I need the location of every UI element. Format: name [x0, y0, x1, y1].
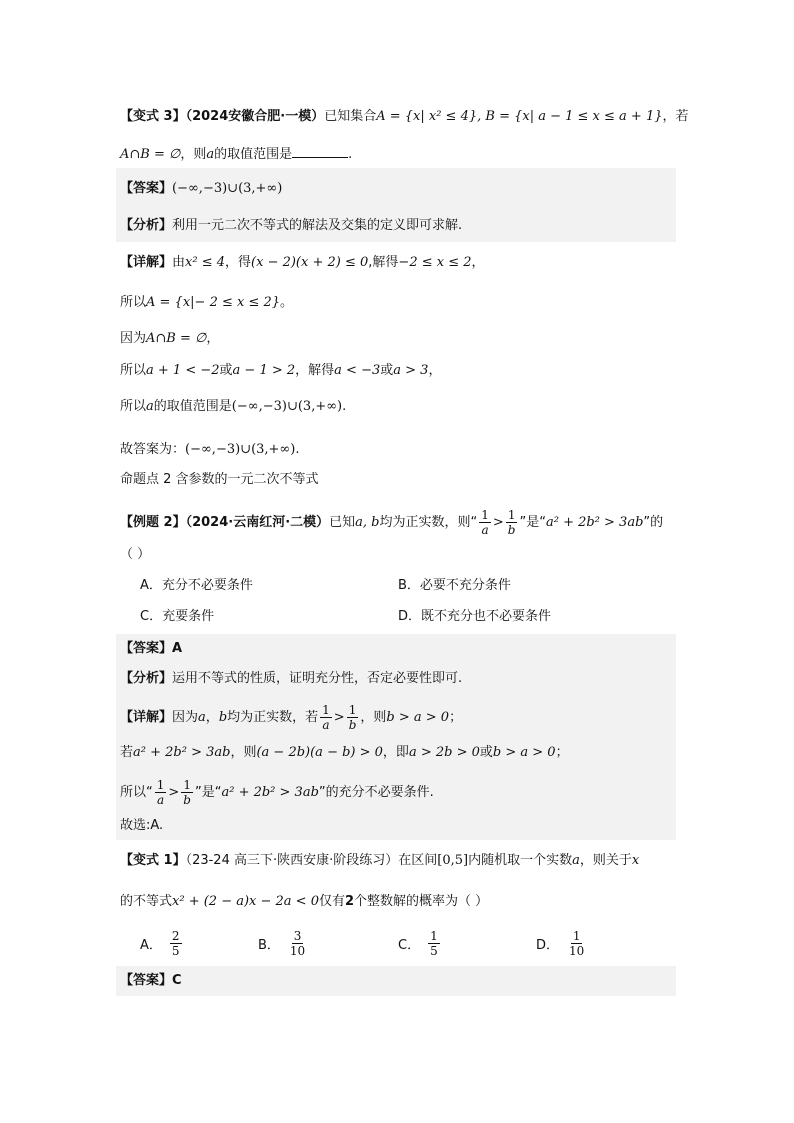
variant3-final [120, 439, 299, 461]
example2-text: 均为正实数，则“ [379, 515, 478, 530]
variant1-text: 在区间 [398, 853, 438, 868]
denominator: a [322, 718, 330, 732]
option-fraction [567, 929, 586, 958]
answer-blank[interactable] [292, 144, 348, 158]
detail-text: 因为 [172, 710, 199, 725]
option-label: D． [536, 938, 560, 953]
detail-text: 因为 [120, 331, 147, 346]
option-label: A． [140, 938, 162, 953]
example2-paren: （ ） [120, 547, 151, 562]
detail-text: 由 [172, 255, 186, 270]
example2-answer [120, 638, 182, 660]
option-b[interactable]: B．必要不充分条件 [398, 578, 511, 593]
math-var: x [631, 853, 640, 868]
math-var: a [572, 853, 580, 868]
option-label: B． [258, 938, 280, 953]
option-a[interactable] [140, 929, 184, 958]
variant3-text: 已知集合 [324, 109, 377, 124]
example2-source: （2024·云南红河·二模） [185, 515, 330, 530]
variant1-text: 个整数解的概率为（ ） [354, 894, 489, 909]
math: (a − 2b)(a − b) > 0 [256, 745, 383, 760]
math: (−∞,−3)∪(3,+∞) [231, 399, 343, 414]
detail-text: ，即 [382, 745, 409, 760]
detail-text: 或 [479, 745, 493, 760]
variant1-source: （23-24 高三下·陕西安康·阶段练习） [185, 853, 399, 868]
math: x² ≤ 4 [185, 255, 226, 270]
operator: > [492, 515, 504, 530]
detail-text: ，则 [230, 745, 257, 760]
answer-tag: 【答案】 [120, 641, 173, 656]
detail-text: 或 [219, 363, 233, 378]
answer-value: (−∞,−3)∪(3,+∞) [172, 181, 283, 196]
math: b [218, 710, 228, 725]
detail-text: ； [449, 710, 463, 725]
answer-tag: 【答案】 [120, 973, 173, 988]
detail-text: . [295, 442, 300, 457]
variant3-text: 的取值范围是 [214, 147, 293, 162]
detail-text: 。 [280, 295, 294, 310]
variant3-detail-1 [120, 252, 485, 274]
option-fraction [170, 929, 182, 958]
denominator: a [481, 523, 489, 537]
analysis-text: 运用不等式的性质，证明充分性，否定必要性即可. [172, 671, 463, 686]
option-c[interactable]: C．充要条件 [140, 609, 215, 624]
detail-text: 的取值范围是 [153, 399, 232, 414]
math: a² + 2b² > 3ab [133, 745, 231, 760]
fraction-1-over-a [320, 703, 332, 732]
detail-text: 均为正实数，若 [227, 710, 319, 725]
detail-tag: 【详解】 [120, 710, 173, 725]
operator: > [333, 710, 345, 725]
analysis-text: 利用一元二次不等式的解法及交集的定义即可求解. [172, 218, 463, 233]
variant1-line2 [120, 891, 488, 913]
math: a, b [355, 515, 380, 530]
variant1-answer [120, 970, 182, 992]
numerator: 1 [430, 929, 438, 943]
numerator: 3 [293, 929, 302, 943]
answer-tag: 【答案】 [120, 181, 173, 196]
section-heading: 命题点 2 含参数的一元二次不等式 [120, 472, 319, 487]
numerator: 2 [171, 929, 180, 943]
fraction-1-over-b [347, 703, 359, 732]
variant1-tag: 【变式 1】 [120, 853, 186, 868]
numerator: 1 [481, 508, 489, 522]
detail-text: ，则 [360, 710, 387, 725]
denominator: b [348, 718, 357, 732]
example2-text: ”是“ [519, 515, 546, 530]
math: x² + (2 − a)x − 2a < 0 [172, 894, 319, 909]
option-label: C． [398, 938, 421, 953]
variant3-text: . [348, 147, 353, 162]
detail-text: 所以 [120, 399, 147, 414]
variant1-count: 2 [345, 894, 355, 909]
option-b[interactable] [258, 929, 309, 958]
denominator: 5 [171, 944, 180, 958]
detail-text: ； [555, 745, 569, 760]
math: −2 ≤ x ≤ 2 [398, 255, 472, 270]
numerator: 1 [572, 929, 581, 943]
example2-tag: 【例题 2】 [120, 515, 186, 530]
numerator: 1 [183, 778, 191, 792]
option-fraction [288, 929, 307, 958]
math: a < −3 [334, 363, 381, 378]
detail-text: ， [428, 363, 442, 378]
variant3-analysis [120, 215, 462, 237]
fraction-1-over-b [506, 508, 518, 537]
variant1-line1 [120, 850, 639, 872]
math: a + 1 < −2 [146, 363, 220, 378]
detail-tag: 【详解】 [120, 255, 173, 270]
numerator: 1 [322, 703, 330, 717]
option-fraction [428, 929, 440, 958]
example2-text: 已知 [329, 515, 356, 530]
detail-text: ，解得 [295, 363, 335, 378]
fraction-1-over-a [479, 508, 491, 537]
math: (x − 2)(x + 2) ≤ 0 [251, 255, 369, 270]
fraction-1-over-b [181, 778, 193, 807]
detail-text: 所以 [120, 295, 147, 310]
denominator: b [507, 523, 516, 537]
variant3-tag: 【变式 3】 [120, 109, 186, 124]
variant3-detail-4 [120, 360, 441, 382]
analysis-tag: 【分析】 [120, 671, 173, 686]
numerator: 1 [348, 703, 357, 717]
math: A = {x|− 2 ≤ x ≤ 2} [146, 295, 281, 310]
variant3-text: ，则 [180, 147, 207, 162]
variant3-line2 [120, 144, 352, 166]
denominator: a [156, 793, 165, 807]
option-d[interactable] [536, 929, 588, 958]
detail-text: . [342, 399, 347, 414]
example2-line1 [120, 508, 663, 537]
math: a² + 2b² > 3ab [545, 515, 644, 530]
denominator: 10 [289, 944, 306, 958]
option-c[interactable] [398, 929, 442, 958]
detail-text: ， [206, 331, 220, 346]
math: a² + 2b² > 3ab [221, 785, 319, 800]
detail-text: ， [471, 255, 485, 270]
detail-text: 故答案为： [120, 442, 186, 457]
detail-text: ”是“ [194, 785, 222, 800]
detail-text: ， [205, 710, 219, 725]
math: b > a > 0 [492, 745, 556, 760]
example2-detail-1 [120, 703, 462, 732]
analysis-tag: 【分析】 [120, 218, 173, 233]
example2-conclusion: 故选:A. [120, 818, 164, 833]
math: a > 2b > 0 [408, 745, 480, 760]
fraction-1-over-a [155, 778, 167, 807]
answer-value: C [172, 973, 182, 988]
detail-text: ”的充分不必要条件. [318, 785, 434, 800]
variant1-text: 仅有 [318, 894, 345, 909]
math-condition: A∩B = ∅ [120, 147, 181, 162]
option-a[interactable]: A．充分不必要条件 [140, 578, 253, 593]
example2-detail-3 [120, 778, 434, 807]
detail-text: ,解得 [368, 255, 399, 270]
option-d[interactable]: D．既不充分也不必要条件 [398, 609, 552, 624]
answer-panel [116, 966, 676, 996]
detail-text: ，得 [225, 255, 252, 270]
set-definition: A = {x| x² ≤ 4}, B = {x| a − 1 ≤ x ≤ a + 1} [376, 109, 663, 124]
math: A∩B = ∅ [146, 331, 207, 346]
variant1-text: 的不等式 [120, 894, 173, 909]
denominator: b [183, 793, 191, 807]
variant1-text: ，则关于 [579, 853, 632, 868]
math: b > a > 0 [386, 710, 450, 725]
variant3-detail-5 [120, 396, 346, 418]
numerator: 1 [156, 778, 165, 792]
solution-panel [116, 634, 676, 840]
detail-text: 若 [120, 745, 134, 760]
example2-analysis [120, 668, 462, 690]
operator: > [168, 785, 180, 800]
detail-text: 或 [380, 363, 394, 378]
detail-text: 所以“ [120, 785, 153, 800]
answer-value: A [172, 641, 183, 656]
detail-text: 所以 [120, 363, 147, 378]
numerator: 1 [507, 508, 516, 522]
math-var: a [206, 147, 215, 162]
math: a − 1 > 2 [232, 363, 296, 378]
variant3-source: （2024安徽合肥·一模） [185, 109, 325, 124]
math: a [198, 710, 206, 725]
denominator: 5 [430, 944, 438, 958]
variant1-text: 内随机取一个实数 [468, 853, 573, 868]
math: a [146, 399, 154, 414]
variant3-answer [120, 178, 282, 200]
variant3-detail-2 [120, 292, 293, 314]
math-interval: [0,5] [437, 853, 469, 868]
variant3-text: ，若 [662, 109, 689, 124]
math: a > 3 [393, 363, 429, 378]
variant3-detail-3 [120, 328, 219, 350]
example2-text: ”的 [643, 515, 664, 530]
math: (−∞,−3)∪(3,+∞) [185, 442, 296, 457]
variant3-line1 [120, 106, 689, 128]
denominator: 10 [569, 944, 585, 958]
example2-detail-2 [120, 742, 569, 764]
